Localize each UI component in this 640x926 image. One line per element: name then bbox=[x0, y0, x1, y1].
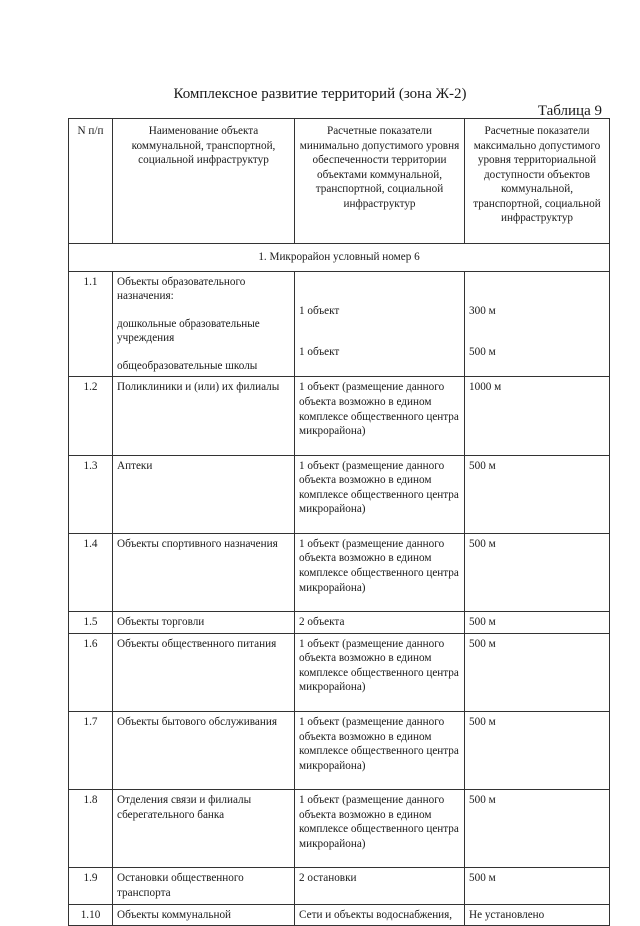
section-title: 1. Микрорайон условный номер 6 bbox=[69, 244, 610, 272]
row-max: 1000 м bbox=[465, 377, 610, 455]
row-number: 1.10 bbox=[69, 904, 113, 926]
row-number: 1.9 bbox=[69, 868, 113, 904]
row-name: Объекты спортивного назначения bbox=[113, 533, 295, 611]
row-name: Поликлиники и (или) их филиалы bbox=[113, 377, 295, 455]
row-min: Сети и объекты водоснабжения, bbox=[295, 904, 465, 926]
infrastructure-table bbox=[68, 118, 610, 926]
table-header-row bbox=[69, 119, 610, 244]
row-name: Объекты коммунальной bbox=[113, 904, 295, 926]
row-min: 1 объект (размещение данного объекта возможно в едином комплексе общественного центра микрорайона) bbox=[295, 533, 465, 611]
row-max: 500 м bbox=[465, 633, 610, 711]
table-row bbox=[69, 711, 610, 789]
table-row bbox=[69, 271, 610, 377]
row-min: 1 объект (размещение данного объекта возможно в едином комплексе общественного центра микрорайона) bbox=[295, 711, 465, 789]
row-max: 500 м bbox=[465, 455, 610, 533]
row-number: 1.3 bbox=[69, 455, 113, 533]
row-name: Объекты бытового обслуживания bbox=[113, 711, 295, 789]
sub-item-min: 1 объект bbox=[299, 345, 340, 358]
row-number: 1.6 bbox=[69, 633, 113, 711]
header-object-name: Наименование объекта коммунальной, транспортной, социальной инфраструктур bbox=[113, 119, 295, 244]
row-name: Объекты образовательного назначения: bbox=[117, 275, 246, 303]
row-number: 1.8 bbox=[69, 790, 113, 868]
table-row bbox=[69, 904, 610, 926]
row-max: 500 м bbox=[465, 790, 610, 868]
sub-item-max: 500 м bbox=[469, 345, 496, 358]
header-number: N п/п bbox=[69, 119, 113, 244]
table-row bbox=[69, 533, 610, 611]
table-row bbox=[69, 377, 610, 455]
row-min: 2 остановки bbox=[295, 868, 465, 904]
row-number: 1.5 bbox=[69, 612, 113, 634]
row-max: 500 м bbox=[465, 533, 610, 611]
row-min: 1 объект (размещение данного объекта возможно в едином комплексе общественного центра микрорайона) bbox=[295, 455, 465, 533]
sub-item-name: общеобразовательные школы bbox=[117, 359, 258, 372]
row-name: Аптеки bbox=[113, 455, 295, 533]
table-number: Таблица 9 bbox=[537, 103, 602, 119]
row-max: 500 м bbox=[465, 868, 610, 904]
table-row bbox=[69, 633, 610, 711]
table-row bbox=[69, 455, 610, 533]
row-number: 1.2 bbox=[69, 377, 113, 455]
row-name: Объекты торговли bbox=[113, 612, 295, 634]
sub-item-min: 1 объект bbox=[299, 304, 340, 317]
row-max: 500 м bbox=[465, 711, 610, 789]
row-max: Не установлено bbox=[465, 904, 610, 926]
row-name: Объекты общественного питания bbox=[113, 633, 295, 711]
header-max-level: Расчетные показатели максимально допустимого уровня территориальной доступности объектов коммунальной, транспортной, социальной инфраструктур bbox=[465, 119, 610, 244]
row-name-cell bbox=[113, 271, 295, 377]
table-row bbox=[69, 868, 610, 904]
section-row bbox=[69, 244, 610, 272]
header-min-level: Расчетные показатели минимально допустимого уровня обеспеченности территории объектами коммунальной, транспортной, социальной инфраструктур bbox=[295, 119, 465, 244]
sub-item-max: 300 м bbox=[469, 304, 496, 317]
table-row bbox=[69, 790, 610, 868]
row-min: 2 объекта bbox=[295, 612, 465, 634]
document-title: Комплексное развитие территорий (зона Ж-2) bbox=[173, 86, 467, 102]
row-max: 500 м bbox=[465, 612, 610, 634]
table-row bbox=[69, 612, 610, 634]
row-number: 1.4 bbox=[69, 533, 113, 611]
row-min-cell bbox=[295, 271, 465, 377]
row-min: 1 объект (размещение данного объекта возможно в едином комплексе общественного центра микрорайона) bbox=[295, 377, 465, 455]
row-min: 1 объект (размещение данного объекта возможно в едином комплексе общественного центра микрорайона) bbox=[295, 633, 465, 711]
row-number: 1.7 bbox=[69, 711, 113, 789]
row-number: 1.1 bbox=[69, 271, 113, 377]
row-name: Отделения связи и филиалы сберегательного банка bbox=[113, 790, 295, 868]
sub-item-name: дошкольные образовательные учреждения bbox=[117, 317, 260, 345]
row-max-cell bbox=[465, 271, 610, 377]
row-name: Остановки общественного транспорта bbox=[113, 868, 295, 904]
row-min: 1 объект (размещение данного объекта возможно в едином комплексе общественного центра микрорайона) bbox=[295, 790, 465, 868]
